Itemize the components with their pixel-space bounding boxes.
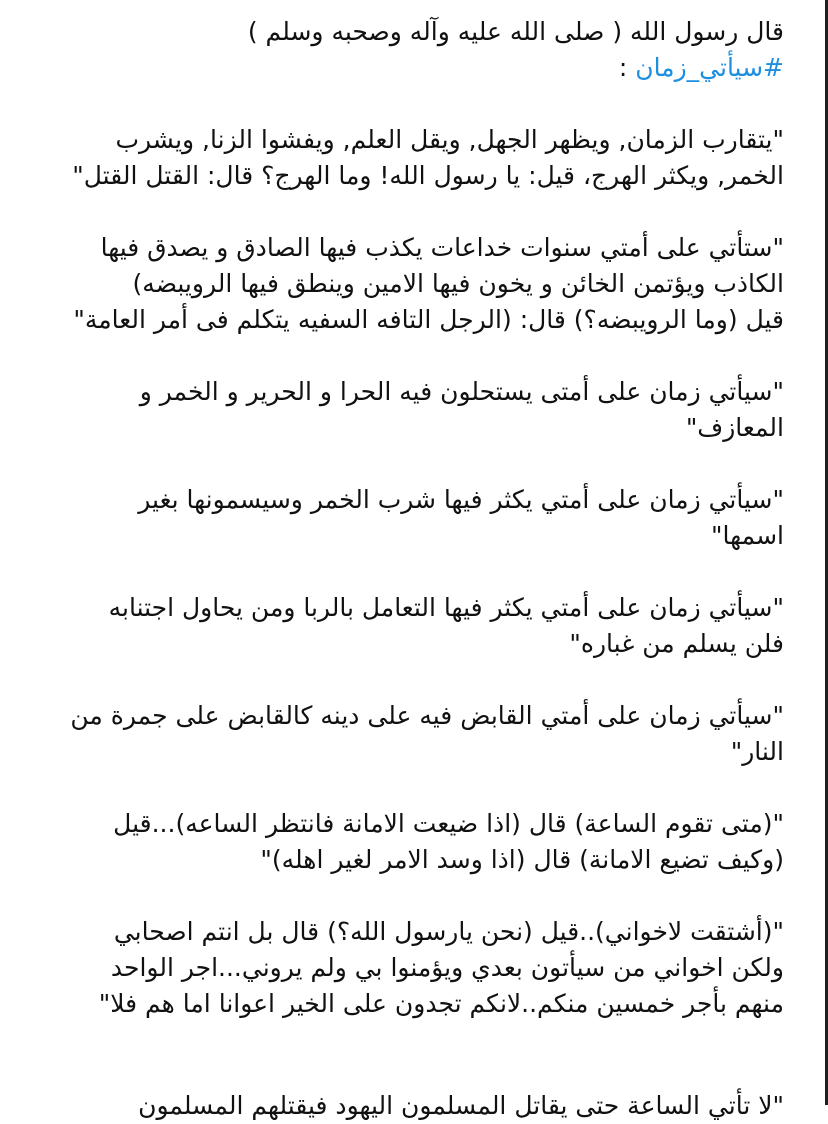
spacer [44, 662, 784, 698]
post-text [44, 14, 784, 1022]
paragraph-line: فلن يسلم من غباره" [569, 629, 784, 658]
cut-off-paragraph [44, 1088, 784, 1120]
spacer [44, 338, 784, 374]
paragraph-line: ولكن اخواني من سيأتون بعدي ويؤمنوا بي ولم يروني...اجر الواحد [110, 953, 784, 982]
hadith-paragraph-3 [44, 374, 784, 446]
hadith-paragraph-7 [44, 806, 784, 878]
paragraph-line: "(أشتقت لاخواني)..قيل (نحن يارسول الله؟) قال بل انتم اصحابي [113, 917, 784, 946]
paragraph-line: المعازف" [685, 413, 784, 442]
paragraph-line: "سيأتي زمان على أمتى يستحلون فيه الحرا و الحرير و الخمر و [139, 377, 784, 406]
paragraph-line: "لا تأتي الساعة حتى يقاتل المسلمون اليهود فيقتلهم المسلمون [138, 1091, 784, 1120]
paragraph-line: "سيأتي زمان على أمتي يكثر فيها التعامل بالربا ومن يحاول اجتنابه [108, 593, 784, 622]
paragraph-line: "(متى تقوم الساعة) قال (اذا ضيعت الامانة فانتظر الساعه)...قيل [113, 809, 784, 838]
hadith-paragraph-8 [44, 914, 784, 1022]
paragraph-line: "سيأتي زمان على أمتي القابض فيه على دينه كالقابض على جمرة من [70, 701, 784, 730]
paragraph-line: "ستأتي على أمتي سنوات خداعات يكذب فيها الصادق و يصدق فيها [100, 233, 784, 262]
spacer [44, 86, 784, 122]
spacer [44, 554, 784, 590]
hadith-paragraph-6 [44, 698, 784, 770]
paragraph-line: النار" [730, 737, 784, 766]
hadith-paragraph-2 [44, 230, 784, 338]
hadith-paragraph-5 [44, 590, 784, 662]
hashtag-line [44, 50, 784, 86]
paragraph-line: "سيأتي زمان على أمتي يكثر فيها شرب الخمر وسيسمونها بغير [138, 485, 784, 514]
paragraph-line: "يتقارب الزمان, ويظهر الجهل, ويقل العلم, ويفشوا الزنا, ويشرب [115, 125, 784, 154]
hadith-paragraph-4 [44, 482, 784, 554]
spacer [44, 770, 784, 806]
paragraph-line: قيل (وما الرويبضه؟) قال: (الرجل التافه السفيه يتكلم فى أمر العامة" [73, 305, 784, 334]
paragraph-line: (وكيف تضيع الامانة) قال (اذا وسد الامر لغير اهله)" [260, 845, 784, 874]
spacer [44, 878, 784, 914]
paragraph-line: منهم بأجر خمسين منكم..لانكم تجدون على الخير اعوانا اما هم فلا" [98, 989, 784, 1018]
hashtag-link[interactable]: #سيأتي_زمان [635, 53, 784, 82]
paragraph-line: اسمها" [711, 521, 784, 550]
hadith-paragraph-1 [44, 122, 784, 194]
spacer [44, 194, 784, 230]
intro-line: قال رسول الله ( صلى الله عليه وآله وصحبه وسلم ) [247, 17, 784, 46]
spacer [44, 446, 784, 482]
hashtag-suffix: : [618, 53, 636, 82]
paragraph-line: الخمر, ويكثر الهرج، قيل: يا رسول الله! وما الهرج؟ قال: القتل القتل" [72, 161, 784, 190]
paragraph-line: الكاذب ويؤتمن الخائن و يخون فيها الامين وينطق فيها الرويبضه) [132, 269, 784, 298]
